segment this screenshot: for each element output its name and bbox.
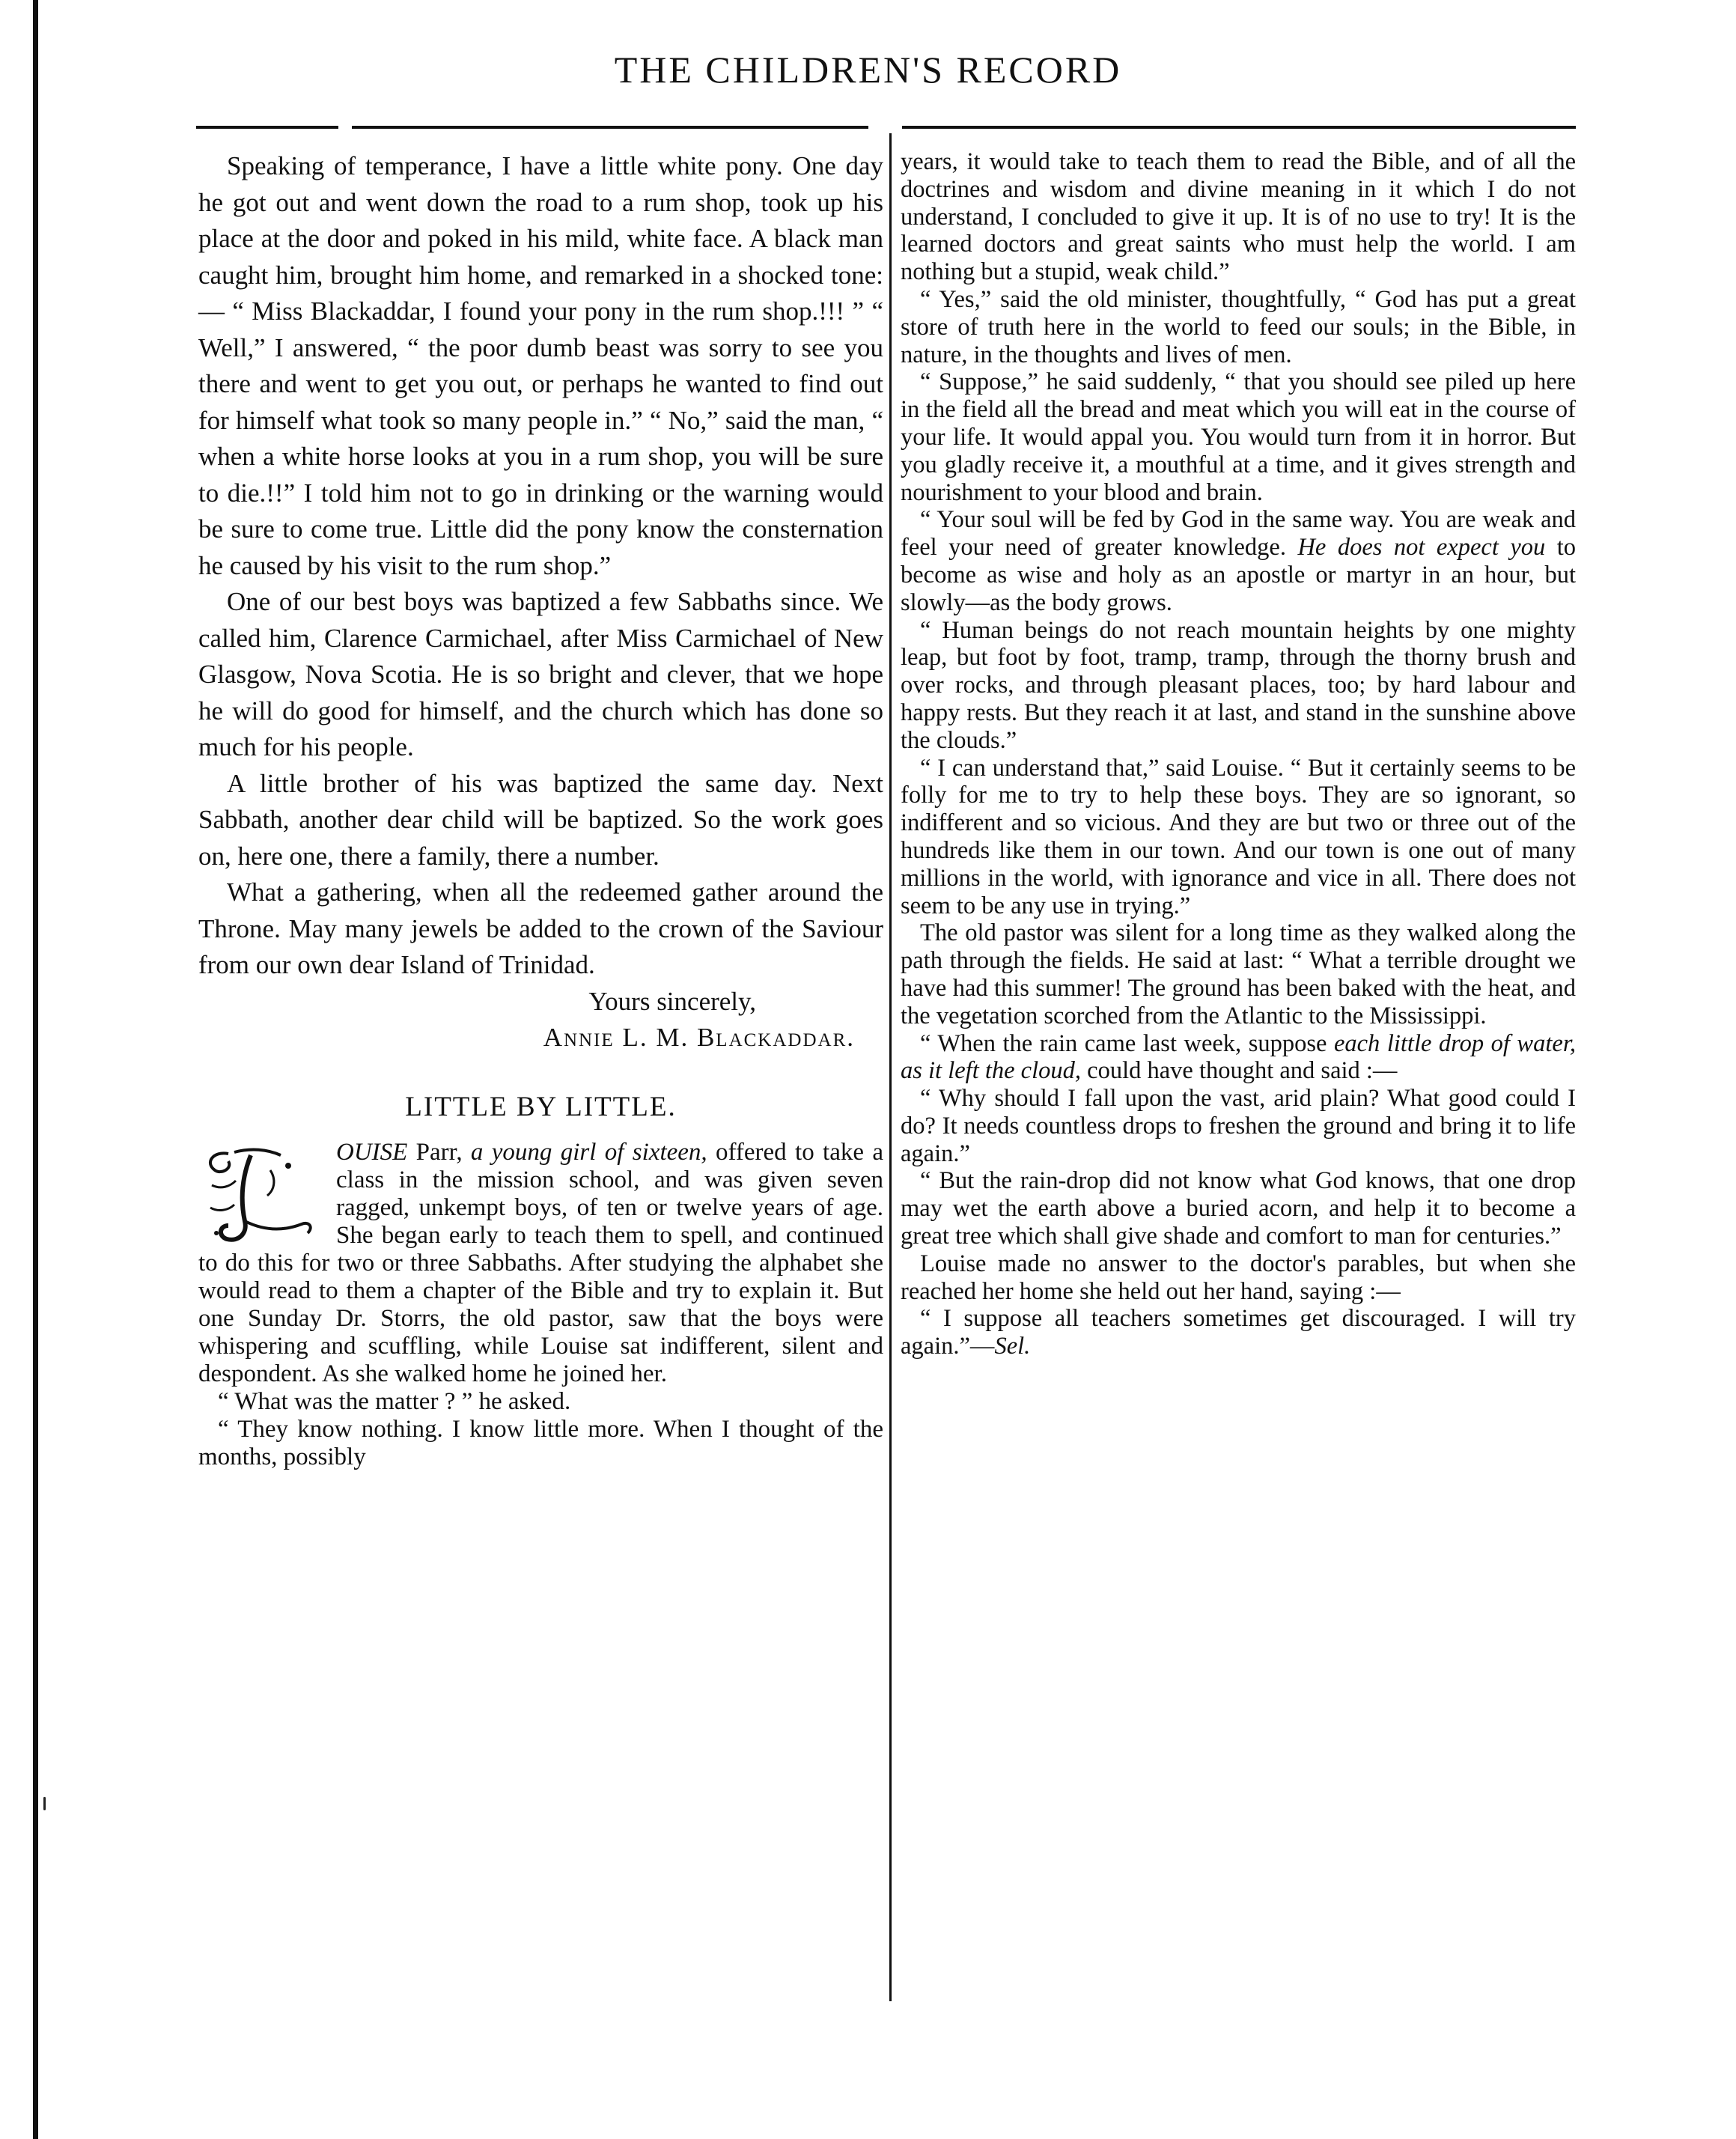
- opening-italic-text: a young girl of sixteen,: [470, 1139, 707, 1166]
- left-column: [198, 148, 883, 1471]
- italic-text: each little drop of water, as it left the cloud,: [901, 1029, 1576, 1085]
- story-paragraph: “ Yes,” said the old minister, thoughtfully, “ God has put a great store of truth here in the world to feed our souls; in the Bible, in nature, in the thoughts and lives of men.: [901, 285, 1576, 368]
- letter-paragraph: Speaking of temperance, I have a little white pony. One day he got out and went down the road to a rum shop, took up his place at the door and poked in his mild, white face. A black man caught him, brought him home, and remarked in a shocked tone:— “ Miss Blackaddar, I found your pony in the rum shop.!!! ” “ Well,” I answered, “ the poor dumb beast was sorry to see you there and went to get you out, or perhaps he wanted to find out for himself what took so many people in.” “ No,” said the man, “ when a white horse looks at you in a rum shop, you will be sure to die.!!” I told him not to go in drinking or the warning would be sure to come true. Little did the pony know the consternation he caused by his visit to the rum shop.”: [198, 151, 883, 580]
- margin-specks: [43, 1797, 46, 1827]
- header-rule: [196, 126, 338, 129]
- right-column: [901, 148, 1576, 1360]
- column-divider: [889, 133, 892, 2001]
- paragraph-text: could have thought and said :—: [1081, 1057, 1398, 1085]
- paragraph-text: “ When the rain came last week, suppose: [920, 1029, 1334, 1057]
- opening-word: OUISE: [336, 1139, 408, 1166]
- paragraph-text: “ I suppose all teachers sometimes get discouraged. I will try again.”—: [901, 1305, 1576, 1360]
- letter-paragraph: A little brother of his was baptized the same day. Next Sabbath, another dear child will be baptized. So the work goes on, here one, there a family, there a number.: [198, 768, 883, 871]
- masthead-title: THE CHILDREN'S RECORD: [614, 49, 1122, 91]
- story-paragraph: [901, 506, 1576, 616]
- story-paragraph: “ Suppose,” he said suddenly, “ that you should see piled up here in the field all the bread and meat which you will eat in the course of your life. It would appal you. You would turn from it in horror. But you gladly receive it, a mouthful at a time, and it gives strength and nourishment to your blood and brain.: [901, 368, 1576, 506]
- letter-signature: Annie L. M. Blackaddar.: [543, 1023, 855, 1052]
- story-paragraph: “ What was the matter ? ” he asked.: [218, 1388, 571, 1415]
- story-paragraph: The old pastor was silent for a long time as they walked along the path through the fields. He said at last: “ What a terrible drought we have had this summer! The ground has been baked with the heat, and the vegetation scorched from the Atlantic to the Mississippi.: [901, 919, 1576, 1029]
- story-title: LITTLE BY LITTLE.: [405, 1091, 677, 1122]
- letter-paragraph: What a gathering, when all the redeemed gather around the Throne. May many jewels be added to the crown of the Saviour from our own dear Island of Trinidad.: [198, 877, 883, 979]
- opening-text: offered to take a class in the mission school, and was given seven ragged, unkempt boys, of ten or twelve years of age. She began early to teach them to spell, and continued to do this for two or three Sabbaths. After studying the alphabet she would read to them a chapter of the Bible and try to explain it. But one Sunday Dr. Storrs, the old pastor, saw that the boys were whispering and scuffling, while Louise sat indifferent, silent and despondent. As she walked home he joined her.: [198, 1139, 883, 1387]
- story-paragraph: Louise made no answer to the doctor's parables, but when she reached her home she held out her hand, saying :—: [901, 1250, 1576, 1305]
- story-paragraph: “ Why should I fall upon the vast, arid plain? What good could I do? It needs countless drops to freshen the ground and bring it to life again.”: [901, 1085, 1576, 1167]
- story-paragraph: “ Human beings do not reach mountain heights by one mighty leap, but foot by foot, tramp, tramp, through the thorny brush and over rocks, and through pleasant places, too; by hard labour and happy rests. But they reach it at last, and stand in the sunshine above the clouds.”: [901, 616, 1576, 754]
- story-paragraph: “ But the rain-drop did not know what God knows, that one drop may wet the earth above a buried acorn, and help it to become a great tree which shall give shade and comfort to man for centuries.”: [901, 1167, 1576, 1250]
- story-paragraph: years, it would take to teach them to read the Bible, and of all the doctrines and wisdom and divine meaning in it which I do not understand, I concluded to give it up. It is of no use to try! It is the learned doctors and great saints who must help the world. I am nothing but a stupid, weak child.”: [901, 148, 1576, 286]
- opening-text: Parr,: [407, 1139, 471, 1166]
- binding-edge-line: [33, 0, 38, 2139]
- source-credit: Sel.: [994, 1333, 1031, 1360]
- story-body: [198, 1139, 883, 1471]
- story-paragraph: [901, 1305, 1576, 1360]
- italic-text: He does not expect you: [1297, 534, 1546, 562]
- letter-closing: Yours sincerely,: [588, 986, 756, 1016]
- story-paragraph: [901, 1030, 1576, 1086]
- header-rule: [902, 126, 1576, 129]
- dropcap-l-icon: [198, 1140, 332, 1250]
- story-paragraph: “ I can understand that,” said Louise. “ But it certainly seems to be folly for me to try to help these boys. They are so ignorant, so indifferent and so vicious. And they are but two or three out of the hundreds like them in our town. And our town is one out of many millions in the world, with ignorance and vice in all. There does not seem to be any use in trying.”: [901, 754, 1576, 919]
- paragraph-text: “ Your soul will be fed by God in the same way. You are weak and feel your need of greater knowledge.: [901, 506, 1576, 562]
- story-paragraph: “ They know nothing. I know little more. When I thought of the months, possibly: [198, 1416, 883, 1470]
- letter-paragraph: One of our best boys was baptized a few Sabbaths since. We called him, Clarence Carmichael, after Miss Carmichael of New Glasgow, Nova Scotia. He is so bright and clever, that we hope he will do good for himself, and the church which has done so much for his people.: [198, 587, 883, 761]
- paragraph-text: to become as wise and holy as an apostle or martyr in an hour, but slowly—as the body grows.: [901, 534, 1577, 616]
- ornamental-dropcap: [198, 1140, 332, 1250]
- header-rule: [352, 126, 868, 129]
- letter-signoff: [198, 984, 883, 1056]
